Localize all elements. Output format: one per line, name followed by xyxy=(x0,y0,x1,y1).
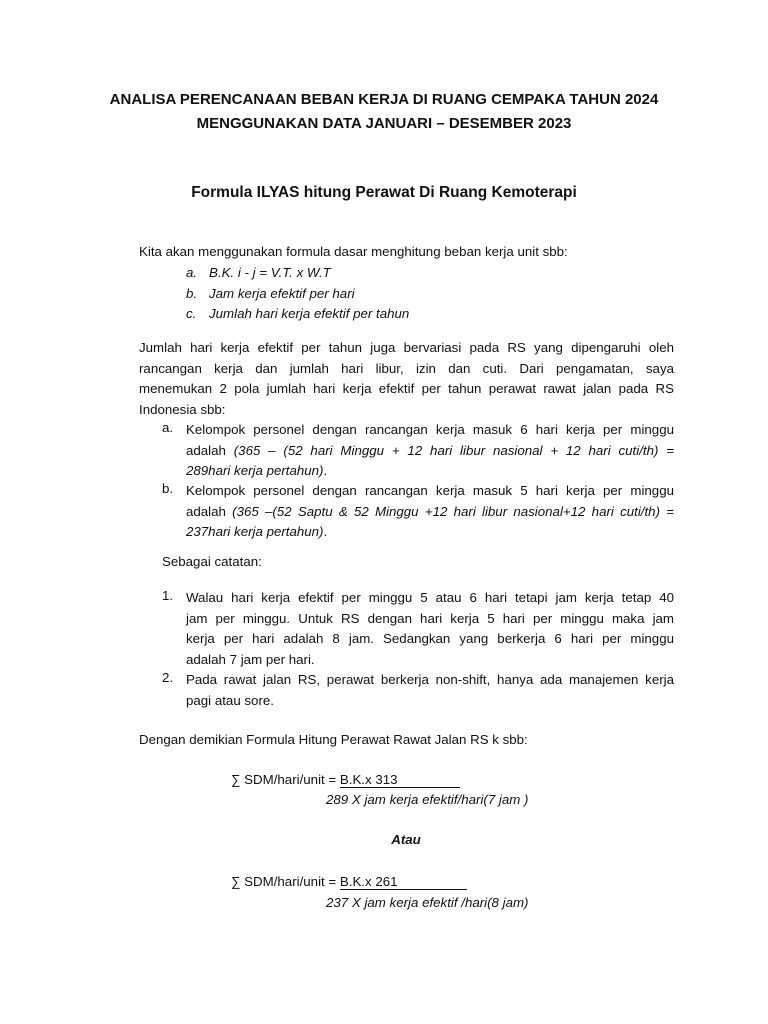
formula-numerator: B.K.x 313 xyxy=(340,773,460,788)
pattern-line xyxy=(186,461,674,482)
pattern-formula-text: (365 –(52 Saptu & 52 Minggu +12 hari libur nasional+12 hari cuti/th) = xyxy=(232,503,674,519)
intro-item-marker: b. xyxy=(186,286,198,301)
document-title-line-2: MENGGUNAKAN DATA JANUARI – DESEMBER 2023 xyxy=(196,115,572,132)
pattern-line xyxy=(186,441,674,462)
intro-item-text: Jumlah hari kerja efektif per tahun xyxy=(209,306,410,321)
pattern-formula-text: (365 – (52 hari Minggu + 12 hari libur nasional + 12 hari cuti/th) = xyxy=(233,442,674,458)
formula-denominator: 237 X jam kerja efektif /hari(8 jam) xyxy=(326,895,529,910)
pattern-plain-text: adalah xyxy=(186,503,233,519)
paragraph-workdays xyxy=(139,338,674,420)
paragraph-line: Jumlah hari kerja efektif per tahun juga bervariasi pada RS yang dipengaruhi oleh xyxy=(139,340,674,355)
note-item xyxy=(186,670,674,711)
formula-lhs: ∑ SDM/hari/unit = xyxy=(231,772,340,787)
paragraph-line: Indonesia sbb: xyxy=(139,401,226,417)
note-line: pagi atau sore. xyxy=(186,692,274,708)
note-line: Pada rawat jalan RS, perawat berkerja non-shift, hanya ada manajemen kerja xyxy=(186,672,674,687)
paragraph-line: menemukan 2 pola jumlah hari kerja efektif per tahun perawat rawat jalan pada RS xyxy=(139,381,674,396)
note-line: kerja per hari adalah 8 jam. Sedangkan yang berkerja 6 hari per minggu xyxy=(186,631,674,646)
pattern-line xyxy=(186,502,674,523)
note-item xyxy=(186,588,674,670)
pattern-item xyxy=(186,481,674,543)
pattern-line xyxy=(186,522,674,543)
notes-heading: Sebagai catatan: xyxy=(162,554,262,569)
pattern-period: . xyxy=(323,524,328,539)
formula-numerator-line xyxy=(231,772,460,788)
pattern-result-text: 237hari kerja pertahun) xyxy=(186,524,324,539)
paragraph-line: rancangan kerja dan jumlah hari libur, izin dan cuti. Dari pengamatan, saya xyxy=(139,360,674,376)
document-title-line-1: ANALISA PERENCANAAN BEBAN KERJA DI RUANG CEMPAKA TAHUN 2024 xyxy=(109,91,659,108)
note-line: jam per minggu. Untuk RS dengan hari kerja 5 hari per minggu maka jam xyxy=(186,610,674,626)
separator-or: Atau xyxy=(391,832,421,847)
pattern-plain-text: adalah xyxy=(186,442,234,458)
pattern-item xyxy=(186,420,674,482)
formula-lhs: ∑ SDM/hari/unit = xyxy=(231,874,340,889)
note-line: adalah 7 jam per hari. xyxy=(186,651,315,667)
pattern-line: Kelompok personel dengan rancangan kerja masuk 6 hari kerja per minggu xyxy=(186,422,674,437)
note-marker: 2. xyxy=(162,670,174,685)
pattern-result-text: 289hari kerja pertahun) xyxy=(186,463,324,478)
intro-item-marker: c. xyxy=(186,306,197,321)
formula-numerator-line xyxy=(231,874,467,890)
section-subtitle: Formula ILYAS hitung Perawat Di Ruang Kemoterapi xyxy=(191,184,577,201)
intro-item-marker: a. xyxy=(186,265,198,280)
pattern-marker: b. xyxy=(162,481,174,496)
pattern-line: Kelompok personel dengan rancangan kerja masuk 5 hari kerja per minggu xyxy=(186,483,674,498)
formula-numerator: B.K.x 261 xyxy=(340,875,467,890)
intro-item-text: Jam kerja efektif per hari xyxy=(209,286,355,301)
formula-intro: Dengan demikian Formula Hitung Perawat Rawat Jalan RS k sbb: xyxy=(139,732,528,747)
intro-item-text: B.K. i - j = V.T. x W.T xyxy=(209,265,331,280)
pattern-period: . xyxy=(323,463,328,478)
intro-text: Kita akan menggunakan formula dasar menghitung beban kerja unit sbb: xyxy=(139,244,568,259)
note-marker: 1. xyxy=(162,588,174,603)
pattern-marker: a. xyxy=(162,420,174,435)
note-line: Walau hari kerja efektif per minggu 5 atau 6 hari tetapi jam kerja tetap 40 xyxy=(186,590,674,605)
formula-denominator: 289 X jam kerja efektif/hari(7 jam ) xyxy=(326,792,529,807)
